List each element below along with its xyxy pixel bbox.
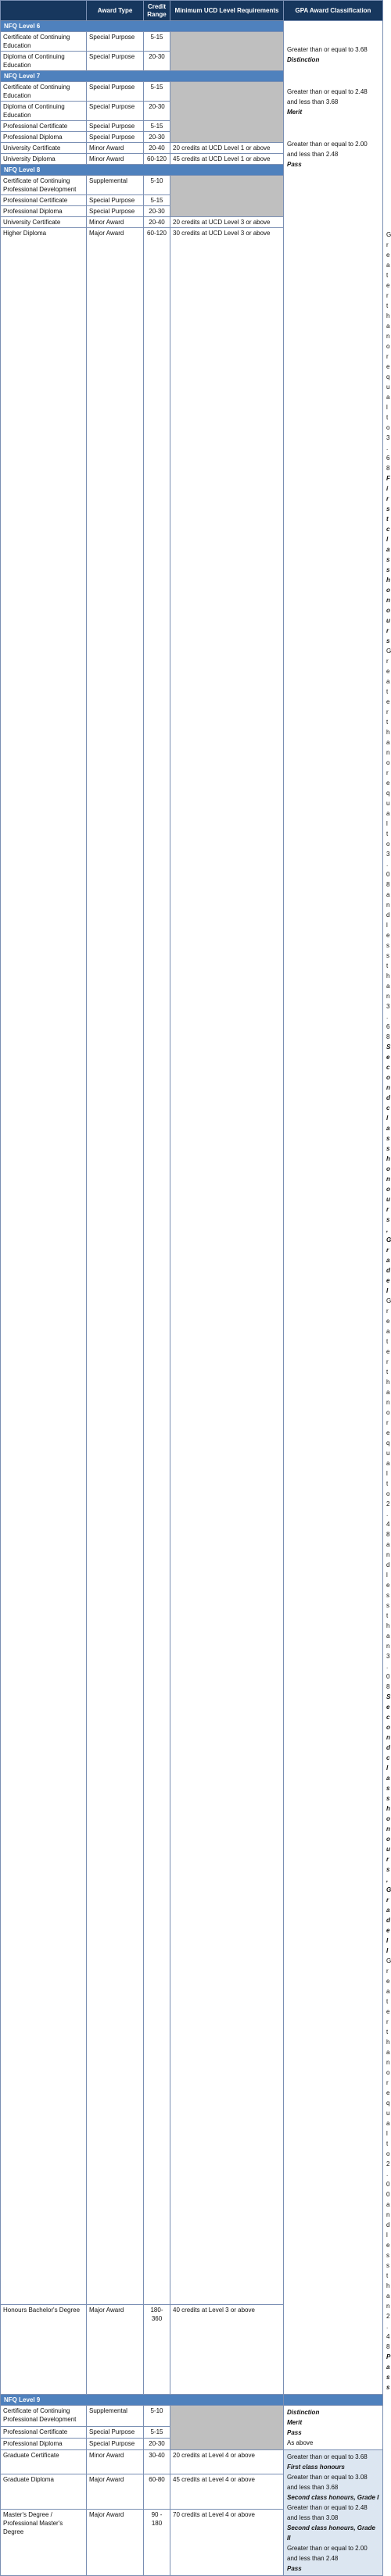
- gpa-label: Pass: [287, 161, 302, 168]
- header-qualification: [1, 1, 87, 21]
- award-type: Special Purpose: [87, 132, 144, 143]
- qualification-name: Certificate of Continuing Education: [1, 32, 87, 52]
- award-type: Minor Award: [87, 217, 144, 228]
- qualification-name: University Certificate: [1, 217, 87, 228]
- gpa-nfq9-minor-classification: [284, 2406, 383, 2450]
- credit-range: 20-30: [144, 102, 170, 121]
- gpa-text: Greater than or equal to 3.68: [287, 2453, 368, 2460]
- gpa-text: Greater than or equal to 2.48: [287, 88, 368, 95]
- credit-range: 20-30: [144, 52, 170, 71]
- qualification-name: Professional Diploma: [1, 2438, 87, 2449]
- qualification-name: Diploma of Continuing Education: [1, 52, 87, 71]
- requirements: 45 credits at UCD Level 1 or above: [170, 154, 284, 165]
- credit-range: 60-80: [144, 2474, 170, 2510]
- header-award-type: Award Type: [87, 1, 144, 21]
- qualification-name: Graduate Diploma: [1, 2474, 87, 2510]
- table-row: [1, 2450, 383, 2474]
- award-type: Special Purpose: [87, 102, 144, 121]
- credit-range: 5-10: [144, 176, 170, 195]
- gpa-label: Merit: [287, 109, 303, 116]
- requirements-blank: [170, 2406, 284, 2450]
- level-label: NFQ Level 8: [1, 165, 284, 176]
- qualification-name: Diploma of Continuing Education: [1, 102, 87, 121]
- requirements: 45 credits at Level 4 or above: [170, 2474, 284, 2510]
- qualification-name: Higher Diploma: [1, 228, 87, 2305]
- qualification-name: Professional Certificate: [1, 2426, 87, 2438]
- qualification-name: Professional Certificate: [1, 195, 87, 206]
- award-type: Supplemental: [87, 2406, 144, 2427]
- gpa-label: Pass: [287, 2565, 302, 2572]
- gpa-label: Second class honours, Grade I: [287, 2494, 379, 2501]
- gpa-text: Greater than or equal to 2.00: [287, 2545, 368, 2552]
- award-type: Special Purpose: [87, 82, 144, 102]
- award-type: Major Award: [87, 2305, 144, 2395]
- gpa-label: Pass: [287, 2429, 302, 2436]
- credit-range: 20-30: [144, 206, 170, 217]
- gpa-label: Distinction: [287, 56, 320, 63]
- award-type: Special Purpose: [87, 2426, 144, 2438]
- header-credit-range: Credit Range: [144, 1, 170, 21]
- level-label: NFQ Level 7: [1, 71, 284, 82]
- award-type: Special Purpose: [87, 121, 144, 132]
- gpa-text: and less than 2.48: [287, 2555, 339, 2562]
- award-type: Minor Award: [87, 154, 144, 165]
- requirements-blank: [170, 82, 284, 143]
- gpa-text: and less than 3.08: [287, 2514, 339, 2521]
- qualification-name: Certificate of Continuing Professional Development: [1, 2406, 87, 2427]
- gpa-label: Second class honours, Grade II: [287, 2524, 375, 2542]
- requirements: 20 credits at UCD Level 3 or above: [170, 217, 284, 228]
- qualification-name: University Diploma: [1, 154, 87, 165]
- award-type: Special Purpose: [87, 2438, 144, 2449]
- qualification-name: Certificate of Continuing Education: [1, 82, 87, 102]
- level-label: NFQ Level 6: [1, 21, 284, 32]
- header-gpa: GPA Award Classification: [284, 1, 383, 21]
- award-type: Major Award: [87, 2474, 144, 2510]
- credit-range: 30-40: [144, 2450, 170, 2474]
- requirements: 40 credits at Level 3 or above: [170, 2305, 284, 2395]
- award-type: Minor Award: [87, 2450, 144, 2474]
- credit-range: 5-10: [144, 2406, 170, 2427]
- header-min-ucd: Minimum UCD Level Requirements: [170, 1, 284, 21]
- requirements: 20 credits at UCD Level 1 or above: [170, 143, 284, 154]
- gpa-minor-classification: [284, 21, 383, 2395]
- table-row: [1, 2406, 383, 2427]
- qualification-name: Graduate Certificate: [1, 2450, 87, 2474]
- award-type: Special Purpose: [87, 195, 144, 206]
- gpa-text: Greater than or equal to 3.68: [287, 46, 368, 53]
- credit-range: 60-120: [144, 228, 170, 2305]
- gpa-text: and less than 2.48: [287, 151, 339, 158]
- gpa-text: Greater than or equal to 3.08: [287, 2474, 368, 2481]
- credit-range: 20-30: [144, 132, 170, 143]
- header-row: [1, 1, 383, 21]
- requirements: 70 credits at Level 4 or above: [170, 2510, 284, 2576]
- credit-range: 5-15: [144, 195, 170, 206]
- requirements-blank: [170, 176, 284, 217]
- gpa-text: and less than 3.68: [287, 98, 339, 105]
- gpa-text: As above: [287, 2439, 314, 2446]
- gpa-text: and less than 3.68: [287, 2484, 339, 2491]
- table-row: Higher Diploma Major Award 60-120 30 credits at UCD Level 3 or above Greater than or equal to 3.68 First class honours Greater than or equal to 3.08 and less than 3.68 Second class honours, Grade I Greater than or equal to 2.48 and less than 3.08 Second class honours, Grade II Greater than or equal to 2.00 and less than 2.48 Pass: [1, 228, 383, 2305]
- credit-range: 5-15: [144, 82, 170, 102]
- qualification-name: Professional Diploma: [1, 206, 87, 217]
- award-type: Special Purpose: [87, 52, 144, 71]
- award-type: Special Purpose: [87, 32, 144, 52]
- requirements: 20 credits at Level 4 or above: [170, 2450, 284, 2474]
- qualification-name: University Certificate: [1, 143, 87, 154]
- award-type: Major Award: [87, 228, 144, 2305]
- gpa-text: Greater than or equal to 2.00: [287, 141, 368, 148]
- credit-range: 5-15: [144, 121, 170, 132]
- gpa-label: Merit: [287, 2419, 303, 2426]
- gpa-text: Greater than or equal to 2.48: [287, 2504, 368, 2511]
- award-type: Major Award: [87, 2510, 144, 2576]
- qualification-name: Master's Degree / Professional Master's Degree: [1, 2510, 87, 2576]
- credit-range: 60-120: [144, 154, 170, 165]
- requirements: 30 credits at UCD Level 3 or above: [170, 228, 284, 2305]
- credit-range: 20-40: [144, 217, 170, 228]
- award-type: Special Purpose: [87, 206, 144, 217]
- qualification-name: Professional Certificate: [1, 121, 87, 132]
- level-gpa-blank: [284, 2395, 383, 2406]
- credit-range: 5-15: [144, 32, 170, 52]
- gpa-nfq9-major-classification: [284, 2450, 383, 2576]
- qualification-name: Professional Diploma: [1, 132, 87, 143]
- qualification-name: Honours Bachelor's Degree: [1, 2305, 87, 2395]
- level-label: NFQ Level 9: [1, 2395, 284, 2406]
- gpa-label: Distinction: [287, 2409, 320, 2416]
- level-row-nfq9: [1, 2395, 383, 2406]
- credit-range: 20-30: [144, 2438, 170, 2449]
- gpa-label: First class honours: [287, 2464, 345, 2471]
- award-type: Supplemental: [87, 176, 144, 195]
- credit-range: 90 - 180: [144, 2510, 170, 2576]
- credit-range: 5-15: [144, 2426, 170, 2438]
- credit-range: 180-360: [144, 2305, 170, 2395]
- award-type: Minor Award: [87, 143, 144, 154]
- requirements-blank: [170, 32, 284, 71]
- credit-range: 20-40: [144, 143, 170, 154]
- level-row-nfq6: [1, 21, 383, 32]
- qualification-name: Certificate of Continuing Professional Development: [1, 176, 87, 195]
